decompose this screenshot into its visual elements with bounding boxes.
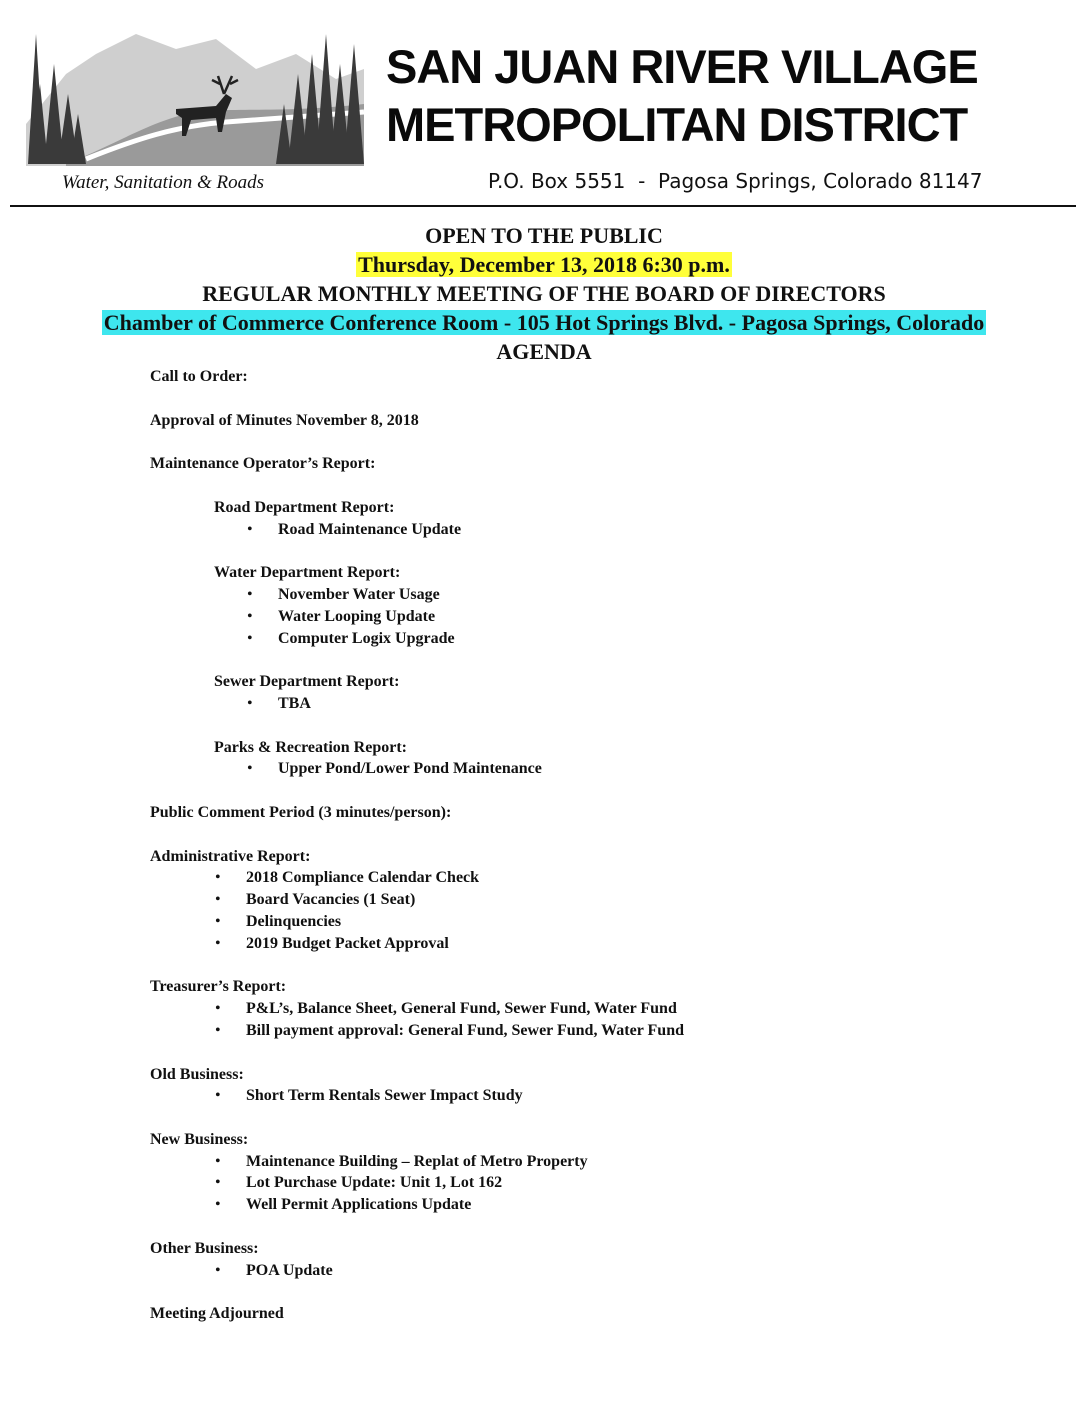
agenda-heading: AGENDA xyxy=(496,339,592,364)
meeting-location-row xyxy=(0,309,1088,337)
list-item: • Computer Logix Upgrade xyxy=(150,628,1010,650)
other-business-heading: Other Business: xyxy=(150,1239,259,1257)
address: P.O. Box 5551 - Pagosa Springs, Colorado 81147 xyxy=(488,169,983,193)
water-items xyxy=(150,584,1010,649)
list-item: • Road Maintenance Update xyxy=(150,519,1010,541)
admin-items xyxy=(150,867,1010,954)
meeting-adjourned: Meeting Adjourned xyxy=(150,1305,284,1323)
minutes-approval: Approval of Minutes November 8, 2018 xyxy=(150,411,419,429)
meeting-datetime-row xyxy=(0,251,1088,279)
tagline: Water, Sanitation & Roads xyxy=(62,172,264,193)
title-line-2: METROPOLITAN DISTRICT xyxy=(386,98,968,151)
new-business-heading: New Business: xyxy=(150,1130,249,1148)
list-item: • Water Looping Update xyxy=(150,606,1010,628)
admin-heading: Administrative Report: xyxy=(150,847,311,865)
road-items xyxy=(150,519,1010,541)
treasurer-items xyxy=(150,998,1010,1042)
title-line-1: SAN JUAN RIVER VILLAGE xyxy=(386,40,978,93)
list-item: • Maintenance Building – Replat of Metro Property xyxy=(150,1151,1010,1173)
list-item: • Bill payment approval: General Fund, Sewer Fund, Water Fund xyxy=(150,1020,1010,1042)
other-business-items xyxy=(150,1260,1010,1282)
list-item: • Board Vacancies (1 Seat) xyxy=(150,889,1010,911)
maintenance-heading: Maintenance Operator’s Report: xyxy=(150,455,376,473)
agenda-list xyxy=(150,366,1010,1325)
list-item: • 2018 Compliance Calendar Check xyxy=(150,867,1010,889)
meeting-title: REGULAR MONTHLY MEETING OF THE BOARD OF DIRECTORS xyxy=(202,281,886,306)
district-logo xyxy=(26,14,364,166)
parks-heading: Parks & Recreation Report: xyxy=(214,738,407,756)
call-to-order: Call to Order: xyxy=(150,368,248,385)
meeting-location: Chamber of Commerce Conference Room - 105 Hot Springs Blvd. - Pagosa Springs, Colorado xyxy=(103,310,985,335)
meeting-datetime: Thursday, December 13, 2018 6:30 p.m. xyxy=(358,252,730,277)
open-notice: OPEN TO THE PUBLIC xyxy=(425,223,663,248)
list-item: • Delinquencies xyxy=(150,911,1010,933)
old-business-items xyxy=(150,1085,1010,1107)
list-item: • Lot Purchase Update: Unit 1, Lot 162 xyxy=(150,1172,1010,1194)
list-item: • P&L’s, Balance Sheet, General Fund, Sewer Fund, Water Fund xyxy=(150,998,1010,1020)
district-title xyxy=(386,38,1036,154)
list-item: • Short Term Rentals Sewer Impact Study xyxy=(150,1085,1010,1107)
new-business-items xyxy=(150,1151,1010,1216)
road-heading: Road Department Report: xyxy=(214,498,395,516)
parks-items xyxy=(150,758,1010,780)
old-business-heading: Old Business: xyxy=(150,1065,244,1083)
list-item: • POA Update xyxy=(150,1260,1010,1282)
list-item: • 2019 Budget Packet Approval xyxy=(150,933,1010,955)
sewer-items xyxy=(150,693,1010,715)
treasurer-heading: Treasurer’s Report: xyxy=(150,978,287,996)
list-item: • Upper Pond/Lower Pond Maintenance xyxy=(150,758,1010,780)
sewer-heading: Sewer Department Report: xyxy=(214,673,400,691)
list-item: • November Water Usage xyxy=(150,584,1010,606)
list-item: • TBA xyxy=(150,693,1010,715)
public-comment: Public Comment Period (3 minutes/person): xyxy=(150,803,452,821)
header-divider xyxy=(10,205,1076,207)
list-item: • Well Permit Applications Update xyxy=(150,1194,1010,1216)
water-heading: Water Department Report: xyxy=(214,564,401,582)
